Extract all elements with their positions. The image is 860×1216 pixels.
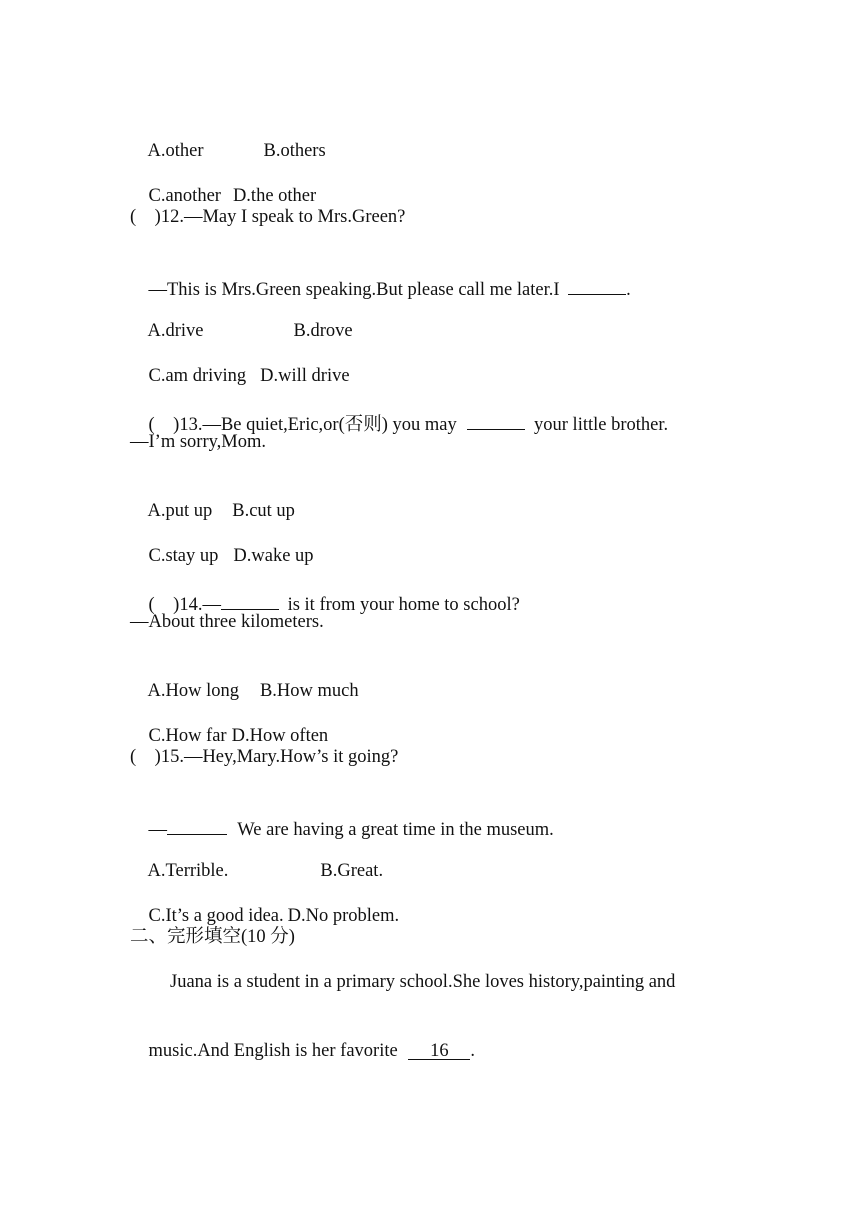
q13-question-text: ( )13.—Be quiet,Eric,or(否则) you may (148, 415, 462, 435)
passage-line-1: Juana is a student in a primary school.She loves history,painting and (170, 972, 676, 992)
q14-question-end: is it from your home to school? (282, 595, 520, 615)
q12-reply-end: . (626, 280, 631, 300)
q12-option-c: C.am driving (148, 366, 247, 386)
q12-question: ( )12.—May I speak to Mrs.Green? (130, 207, 406, 227)
q15-option-b: B.Great. (320, 861, 384, 881)
passage-text: music.And English is her favorite (148, 1041, 403, 1061)
passage-line-2 (130, 1015, 475, 1087)
q11-option-b: B.others (263, 141, 326, 161)
answer-blank (221, 589, 279, 610)
section-heading: 二、完形填空(10 分) (130, 927, 295, 947)
q14-option-a: A.How long (147, 681, 239, 701)
q12-reply-text: —This is Mrs.Green speaking.But please call me later.I (148, 280, 565, 300)
q11-option-d: D.the other (232, 186, 317, 206)
q12-option-d: D.will drive (260, 366, 350, 386)
q13-option-c: C.stay up (148, 546, 219, 566)
q12-option-a: A.drive (147, 321, 204, 341)
q13-option-a: A.put up (147, 501, 213, 521)
q15-option-a: A.Terrible. (147, 861, 229, 881)
cloze-blank-16: 16 (408, 1039, 470, 1060)
q13-option-b: B.cut up (232, 501, 295, 521)
answer-blank (167, 814, 227, 835)
q15-option-d: D.No problem. (287, 906, 400, 926)
q15-reply-text: We are having a great time in the museum. (233, 820, 554, 840)
q11-option-a: A.other (147, 141, 204, 161)
q14-option-c: C.How far (148, 726, 227, 746)
q14-option-b: B.How much (259, 681, 359, 701)
q15-option-c: C.It’s a good idea. (148, 906, 284, 926)
q13-option-d: D.wake up (233, 546, 314, 566)
q13-reply: —I’m sorry,Mom. (130, 432, 266, 452)
answer-blank (467, 409, 525, 430)
q11-option-c: C.another (148, 186, 221, 206)
answer-blank (568, 274, 626, 295)
q12-option-b: B.drove (293, 321, 353, 341)
q14-reply: —About three kilometers. (130, 612, 324, 632)
q14-question-text: ( )14.— (148, 595, 221, 615)
q15-question: ( )15.—Hey,Mary.How’s it going? (130, 747, 399, 767)
q15-reply-dash: — (148, 820, 167, 840)
q14-option-d: D.How often (231, 726, 329, 746)
passage-end: . (470, 1041, 475, 1061)
q13-question-end: your little brother. (529, 415, 669, 435)
